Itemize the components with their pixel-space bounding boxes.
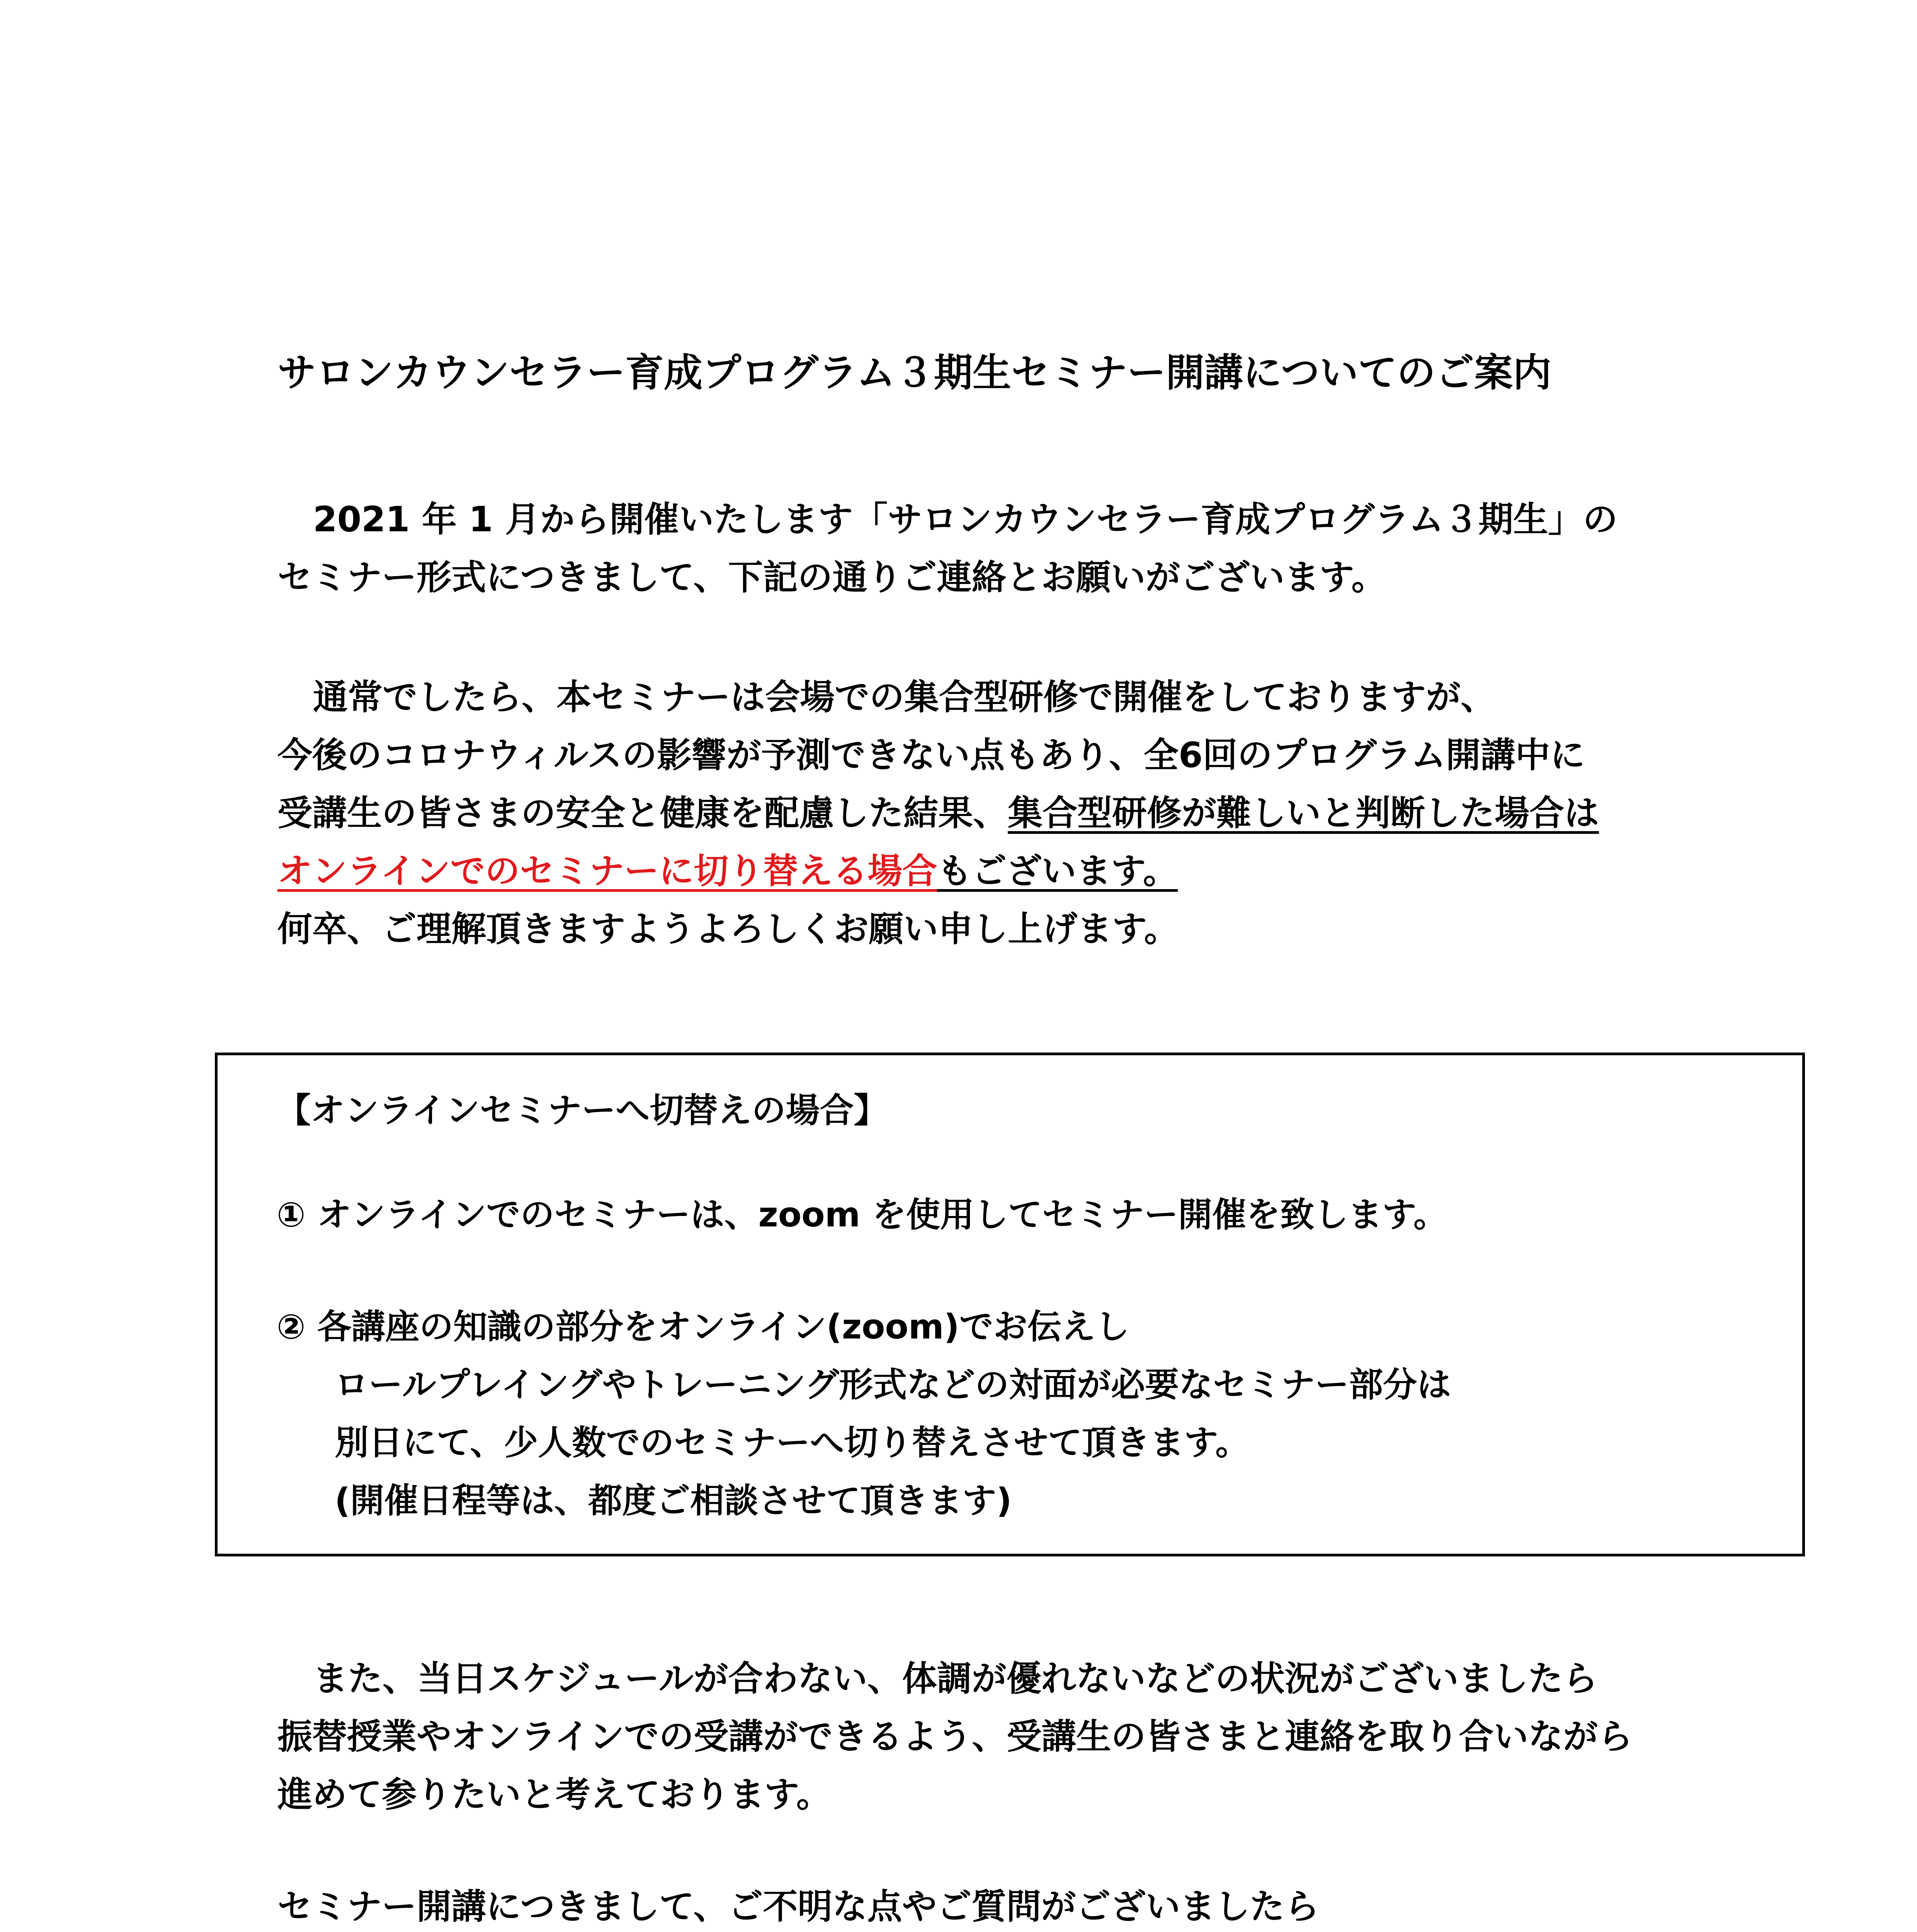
online-box-item-2-line-4: (開催日程等は、都度ご相談させて頂きます) (335, 1481, 1012, 1520)
intro-line-2: セミナー形式につきまして、下記の通りご連絡とお願いがございます。 (277, 557, 1386, 598)
online-box-item-2-line-1: ② 各講座の知識の部分をオンライン(zoom)でお伝えし (277, 1307, 1129, 1347)
schedule-line-2: 振替授業やオンラインでの受講ができるよう、受講生の皆さまと連絡を取り合いながら (277, 1716, 1633, 1757)
notice-line-5: 何卒、ご理解頂きますようよろしくお願い申し上げます。 (277, 909, 1179, 949)
online-box-item-2-line-3: 別日にて、少人数でのセミナーへ切り替えさせて頂きます。 (335, 1423, 1250, 1463)
notice-line-3-plain: 受講生の皆さまの安全と健康を配慮した結果、 (277, 793, 1008, 833)
page-title: サロンカウンセラー育成プログラム３期生セミナー開講についてのご案内 (277, 350, 1551, 395)
notice-line-1: 通常でしたら、本セミナーは会場での集合型研修で開催をしておりますが、 (313, 677, 1495, 718)
online-box-item-1: ① オンラインでのセミナーは、zoom を使用してセミナー開催を致します。 (277, 1195, 1448, 1235)
notice-line-4-underlined: もございます。 (937, 851, 1178, 891)
online-box-item-2-line-2: ロールプレイングやトレーニング形式などの対面が必要なセミナー部分は (335, 1365, 1451, 1405)
intro-line-1: 2021 年 1 月から開催いたします「サロンカウンセラー育成プログラム３期生」の (313, 499, 1618, 540)
notice-line-3-underlined: 集合型研修が難しいと判断した場合は (1008, 793, 1599, 833)
notice-red-highlight: オンラインでのセミナーに切り替える場合 (277, 851, 937, 891)
notice-line-3 (277, 793, 1599, 833)
notice-line-4 (277, 851, 1178, 891)
schedule-line-3: 進めて参りたいと考えております。 (277, 1774, 831, 1815)
contact-note-line-1: セミナー開講につきまして、ご不明な点やご質問がございましたら (277, 1886, 1320, 1927)
schedule-line-1: また、当日スケジュールが合わない、体調が優れないなどの状況がございましたら (313, 1658, 1598, 1699)
online-box-heading: 【オンラインセミナーへ切替えの場合】 (277, 1090, 888, 1130)
notice-line-2: 今後のコロナウィルスの影響が予測できない点もあり、全6回のプログラム開講中に (277, 735, 1585, 776)
